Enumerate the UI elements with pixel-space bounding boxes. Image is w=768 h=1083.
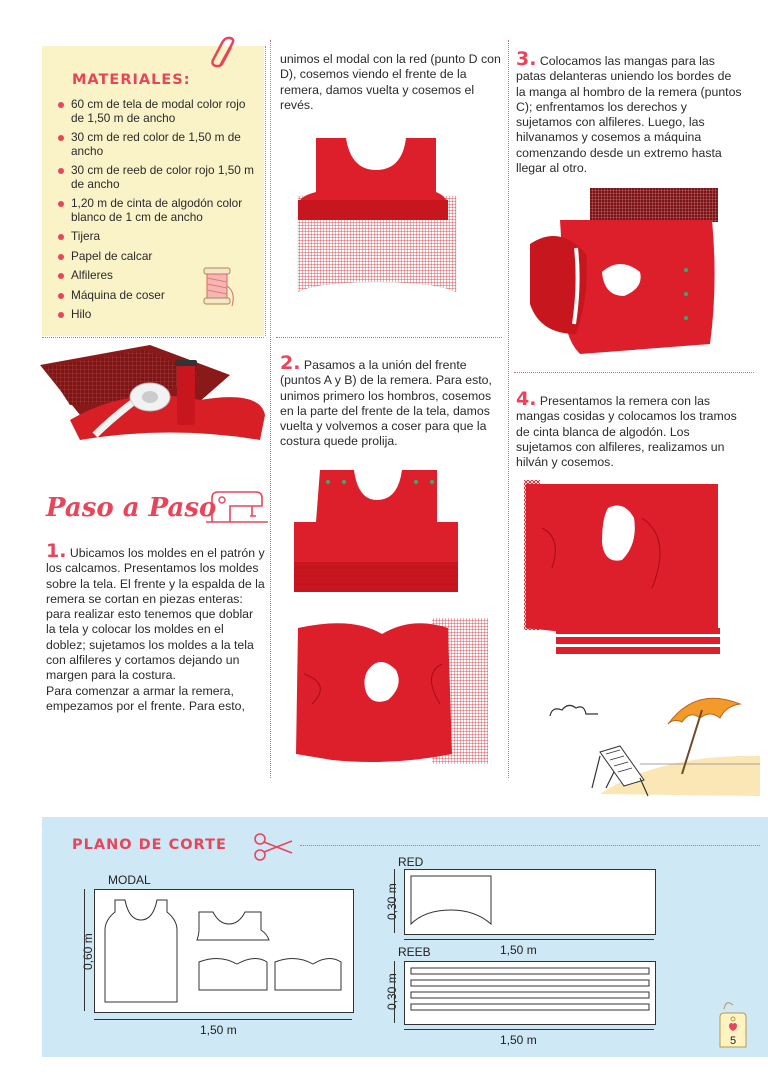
paso-a-paso-title: Paso a Paso — [46, 493, 217, 523]
red-fabric — [404, 869, 656, 935]
beach-illustration — [540, 684, 760, 804]
reeb-label: REEB — [398, 945, 431, 959]
plano-de-corte-panel — [42, 817, 768, 1057]
materials-item: Hilo — [58, 308, 258, 322]
step-1 — [46, 540, 266, 714]
shirt-front-photo — [296, 132, 466, 310]
thread-spool-icon — [196, 262, 240, 310]
step-3-text: Colocamos las mangas para las patas delanteras uniendo los bordes de la manga al hombro de la remera (puntos C); enfrentamos los derechos y sujetamos con alfileres. Luego, las hilvanamos y cosemos a máquina comenzando desde un extremo hasta llegar al otro. — [516, 54, 742, 176]
red-width-label: 1,50 m — [500, 943, 537, 957]
materials-item: Máquina de coser — [58, 289, 258, 303]
materials-title: MATERIALES: — [72, 72, 191, 88]
materials-item: Papel de calcar — [58, 250, 258, 264]
step-2 — [280, 352, 504, 450]
modal-label: MODAL — [108, 873, 151, 887]
modal-fabric — [94, 889, 354, 1013]
shirt-sleeves-photo — [292, 614, 488, 766]
page-number: 5 — [729, 1035, 737, 1047]
reeb-height-label: 0,30 m — [385, 973, 399, 1010]
materials-item: Tijera — [58, 230, 258, 244]
step-4-number: 4. — [516, 388, 537, 410]
step-2-number: 2. — [280, 352, 301, 374]
plano-title: PLANO DE CORTE — [72, 837, 227, 853]
step-1-number: 1. — [46, 540, 67, 562]
scissors-icon — [252, 831, 296, 863]
step-3 — [516, 48, 742, 176]
step-3-number: 3. — [516, 48, 537, 70]
step-4 — [516, 388, 742, 470]
step-1-continuation: unimos el modal con la red (punto D con D), cosemos viendo el frente de la remera, damos vuelta y cosemos el revés. — [280, 52, 501, 112]
reeb-width-label: 1,50 m — [500, 1033, 537, 1047]
shirt-shoulders-photo — [292, 466, 462, 594]
step-2-text: Pasamos a la unión del frente (puntos A y B) de la remera. Para esto, unimos primero los hombros, cosemos en la parte del frente de la tela, damos vuelta y volvemos a coser para que la costura quede prolija. — [280, 358, 492, 449]
modal-width-label: 1,50 m — [200, 1023, 237, 1037]
red-label: RED — [398, 855, 424, 869]
modal-patterns — [95, 890, 353, 1012]
materials-photo — [40, 345, 265, 445]
materials-item: 60 cm de tela de modal color rojo de 1,50 m de ancho — [58, 98, 258, 125]
paperclip-icon — [210, 36, 242, 72]
reeb-strips — [405, 962, 655, 1024]
modal-height-label: 0,60 m — [81, 933, 95, 970]
step-1-text-2: Para comenzar a armar la remera, empezamos por el frente. Para esto, — [46, 683, 245, 713]
materials-item: 30 cm de reeb de color rojo 1,50 m de ancho — [58, 164, 258, 191]
step-1-text: Ubicamos los moldes en el patrón y los calcamos. Presentamos los moldes sobre la tela. El frente y la espalda de la remera se cortan en piezas enteras: para realizar esto tenemos que doblar la tela y colocar los moldes en el doblez; sujetamos los moldes a la tela con alfileres y cortamos dejando un margen para la costura. — [46, 546, 265, 683]
shirt-finished-photo — [522, 478, 722, 660]
red-pattern — [405, 870, 655, 934]
shirt-sleeves-pinned-photo — [520, 184, 720, 360]
step-4-text: Presentamos la remera con las mangas cosidas y colocamos los tramos de cinta blanca de algodón. Los sujetamos con alfileres, realizamos un hilván y cosemos. — [516, 394, 737, 470]
reeb-fabric — [404, 961, 656, 1025]
materials-item: Alfileres — [58, 269, 258, 283]
sewing-machine-icon — [200, 484, 272, 528]
materials-item: 1,20 m de cinta de algodón color blanco de 1 cm de ancho — [58, 197, 258, 224]
materials-item: 30 cm de red color de 1,50 m de ancho — [58, 131, 258, 158]
red-height-label: 0,30 m — [385, 883, 399, 920]
